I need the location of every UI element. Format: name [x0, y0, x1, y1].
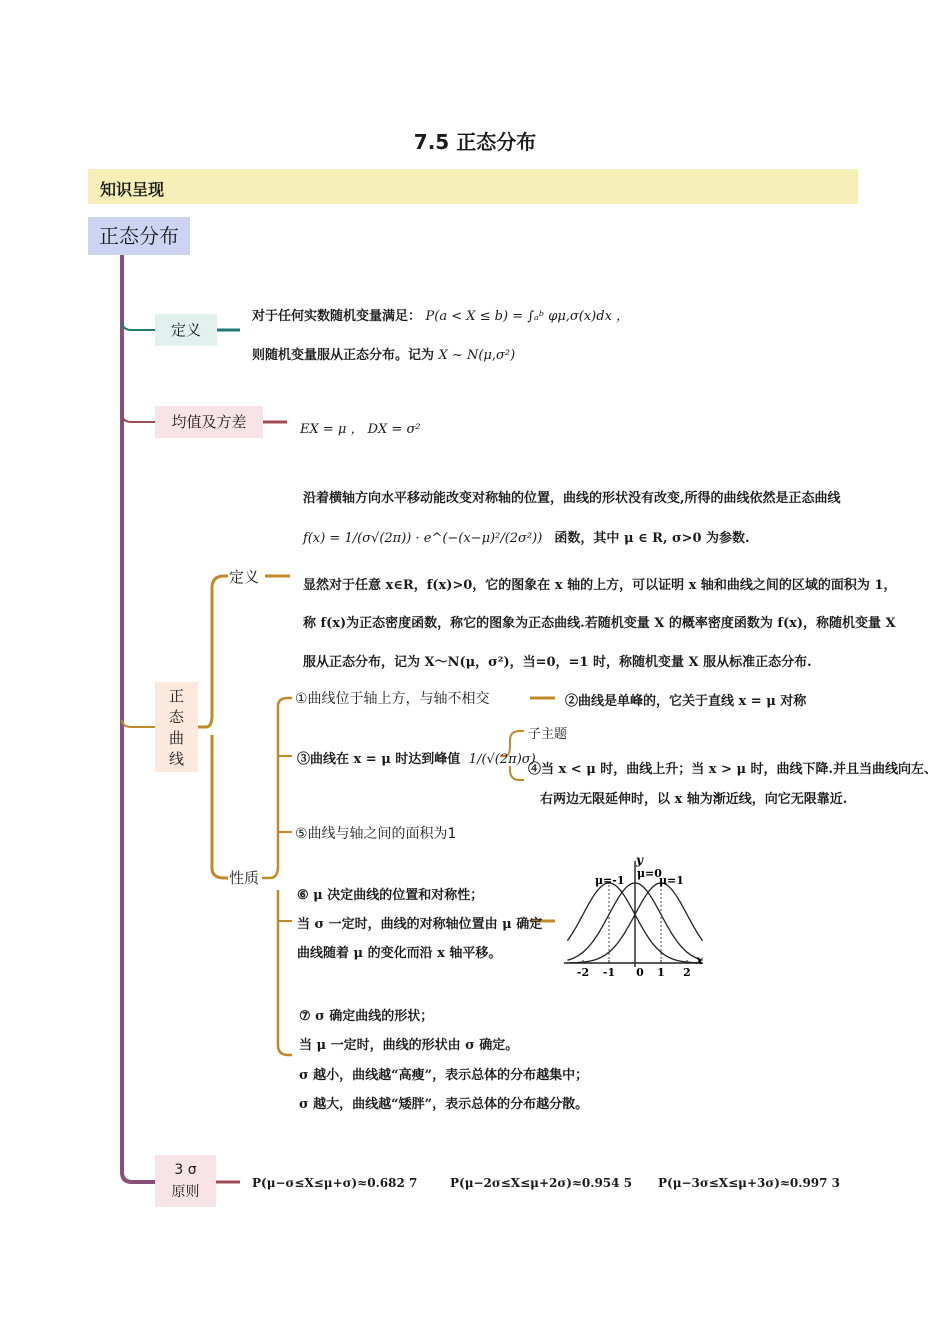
- branch-curve: [122, 720, 155, 727]
- density-suffix: 函数，其中 μ ∈ R, σ>0 为参数.: [554, 531, 750, 546]
- definition-line-1-prefix: 对于任何实数随机变量满足：: [252, 309, 422, 324]
- property-1: ①曲线位于轴上方，与轴不相交: [295, 691, 490, 707]
- property-2: ②曲线是单峰的，它关于直线 x = μ 对称: [565, 694, 807, 709]
- three-sigma-formula-1: P(μ−σ≤X≤μ+σ)≈0.682 7: [252, 1176, 418, 1190]
- bracket-props-bottom: [278, 890, 292, 1055]
- section-bar-label: 知识呈现: [100, 180, 165, 199]
- three-sigma-label-2: 原则: [171, 1184, 200, 1200]
- property-3-formula: 1/(√(2π)σ): [468, 752, 536, 767]
- definition-line-2-formula: X ~ N(μ,σ²): [438, 348, 516, 363]
- property-7-line-1: ⑦ σ 确定曲线的形状；: [299, 1009, 434, 1024]
- node-mean-variance: 均值及方差: [155, 406, 263, 438]
- trunk-line: [122, 255, 155, 1182]
- curve-label-char: 态: [168, 708, 184, 726]
- curve-def-line-1: 显然对于任意 x∈R，f(x)>0，它的图象在 x 轴的上方，可以证明 x 轴和曲线之间的区域的面积为 1，: [303, 578, 897, 593]
- bracket-props-top: [262, 698, 292, 878]
- property-7-line-4: σ 越大，曲线越“矮胖”，表示总体的分布越分散。: [299, 1097, 589, 1112]
- property-4-line-1: ④当 x < μ 时，曲线上升；当 x > μ 时，曲线下降.并且当曲线向左、: [528, 762, 938, 777]
- curve-def-line-3: 服从正态分布，记为 X～N(μ，σ²)，当=0，=1 时，称随机变量 X 服从标准正态分布.: [303, 655, 812, 670]
- property-7-line-2: 当 μ 一定时，曲线的形状由 σ 确定。: [299, 1038, 519, 1053]
- definition-line-2: [252, 344, 515, 363]
- property-6-line-1: ⑥ μ 决定曲线的位置和对称性；: [297, 888, 484, 903]
- x-tick-label-2: 0: [636, 966, 644, 979]
- density-formula: f(x) = 1/(σ√(2π)) · e^(−(x−μ)²/(2σ²)): [303, 531, 543, 546]
- property-6-line-2: 当 σ 一定时，曲线的对称轴位置由 μ 确定: [297, 917, 543, 932]
- series-label-1: μ=0: [637, 867, 662, 880]
- property-6-line-3: 曲线随着 μ 的变化而沿 x 轴平移。: [297, 946, 502, 961]
- bracket-p3-p4: [510, 766, 524, 780]
- series-label-0: μ=-1: [595, 874, 625, 887]
- bracket-curve-prop: [212, 735, 228, 878]
- series-label-2: μ=1: [659, 874, 684, 887]
- x-tick-label-0: -2: [576, 966, 590, 979]
- property-3: [297, 748, 536, 767]
- curve-def-line-2: 称 f(x)为正态密度函数，称它的图象为正态曲线.若随机变量 X 的概率密度函数为 f(x)，称随机变量 X: [303, 616, 896, 631]
- branch-mean: [122, 414, 155, 422]
- property-5: ⑤曲线与轴之间的面积为1: [295, 826, 457, 842]
- x-tick-label-4: 2: [683, 966, 691, 979]
- property-3-prefix: ③曲线在 x = μ 时达到峰值: [297, 752, 461, 767]
- branch-definition: [122, 322, 155, 330]
- y-axis-label: y: [636, 855, 643, 867]
- curve-def-label: 定义: [229, 568, 260, 586]
- node-three-sigma: [155, 1155, 216, 1207]
- curve-label-char: 曲: [168, 729, 184, 747]
- definition-line-2-prefix: 则随机变量服从正态分布。记为: [252, 348, 435, 363]
- x-axis-label: x: [696, 953, 704, 967]
- property-4-line-2: 右两边无限延伸时，以 x 轴为渐近线，向它无限靠近.: [540, 792, 848, 807]
- page-title: 7.5 正态分布: [413, 130, 537, 154]
- node-normal-curve: [155, 682, 198, 772]
- normal-curves-chart: [560, 855, 710, 980]
- property-7-line-3: σ 越小，曲线越“高瘦”，表示总体的分布越集中；: [299, 1068, 589, 1083]
- density-formula-line: [303, 527, 750, 546]
- node-definition: 定义: [155, 314, 217, 346]
- three-sigma-formula-2: P(μ−2σ≤X≤μ+2σ)≈0.954 5: [450, 1176, 633, 1190]
- curve-label-char: 线: [168, 750, 184, 768]
- three-sigma-label-1: 3 σ: [174, 1162, 197, 1178]
- curve-label-char: 正: [168, 687, 184, 705]
- root-node: 正态分布: [88, 217, 190, 255]
- bracket-curve-def: [198, 576, 228, 727]
- mean-variance-formula: EX = μ ， DX = σ²: [300, 422, 421, 437]
- property-label: 性质: [229, 869, 260, 887]
- three-sigma-formula-3: P(μ−3σ≤X≤μ+3σ)≈0.997 3: [658, 1176, 841, 1190]
- definition-line-1: [252, 305, 629, 324]
- definition-line-1-formula: P(a < X ≤ b) = ∫ₐᵇ φμ,σ(x)dx ，: [425, 309, 630, 324]
- x-tick-label-1: -1: [602, 966, 616, 979]
- curve-intro: 沿着横轴方向水平移动能改变对称轴的位置，曲线的形状没有改变,所得的曲线依然是正态曲线: [303, 491, 841, 506]
- x-tick-label-3: 1: [657, 966, 665, 979]
- subtopic: 子主题: [528, 727, 568, 742]
